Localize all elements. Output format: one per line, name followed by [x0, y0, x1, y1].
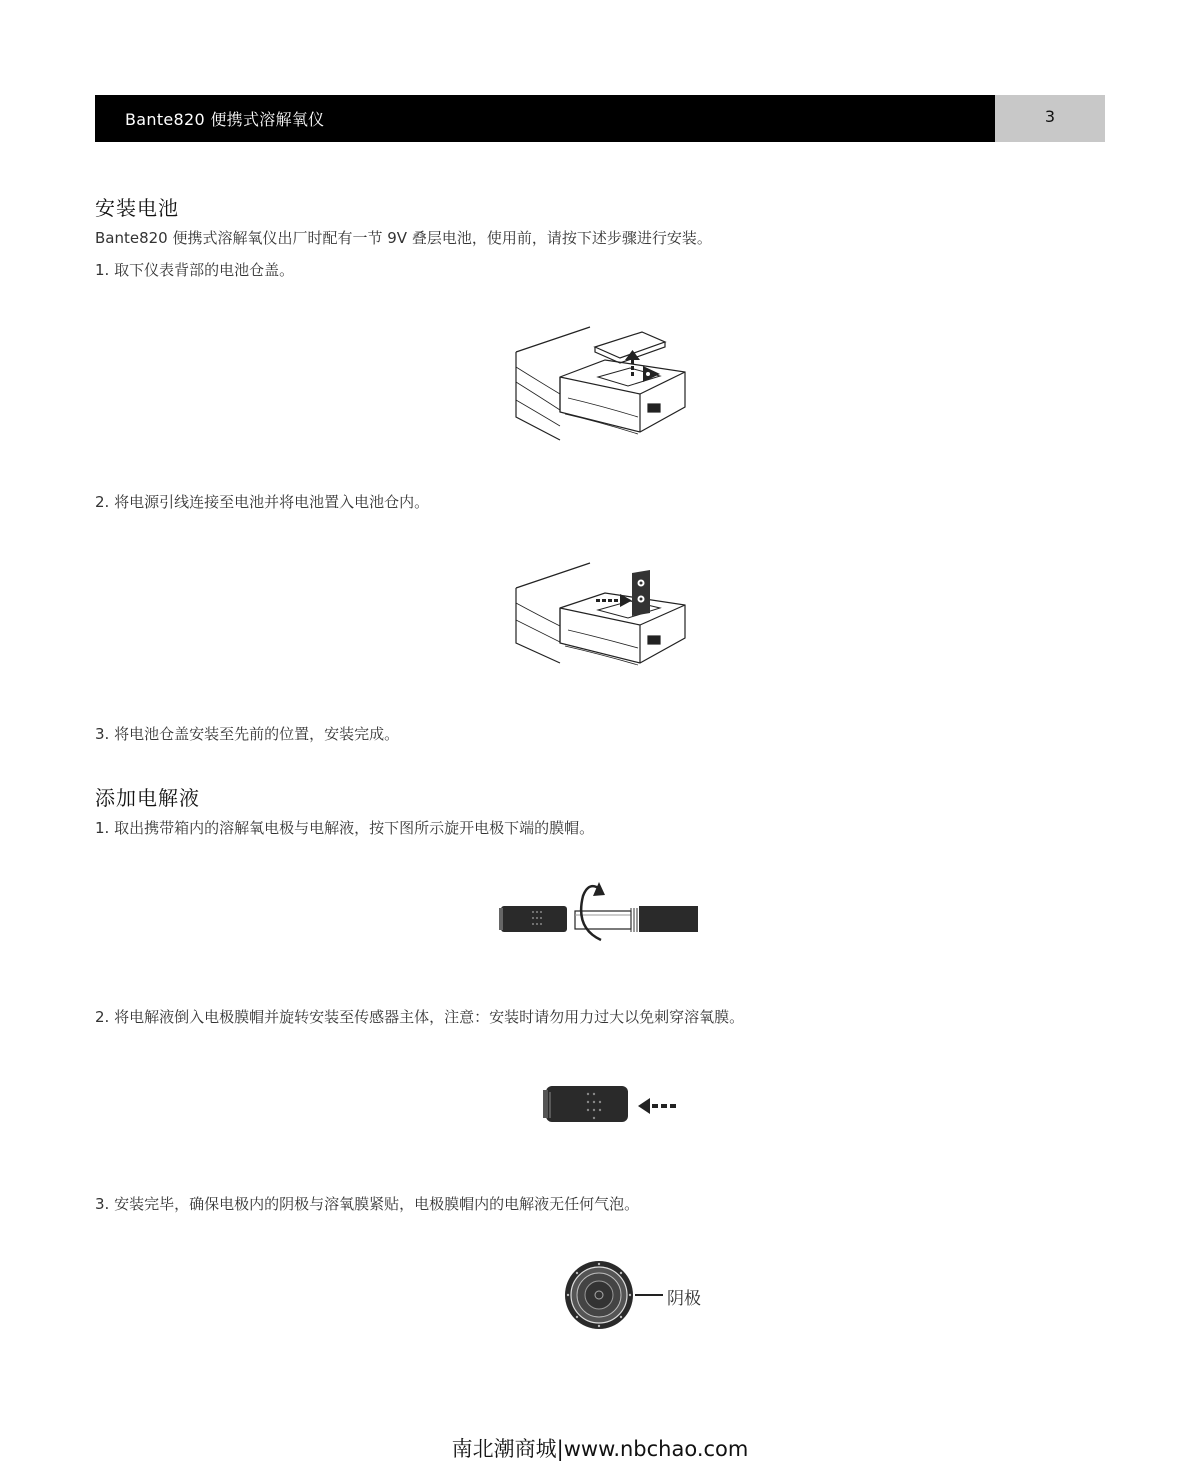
- page-number-box: [995, 95, 1105, 142]
- header-bar: [95, 95, 995, 142]
- battery-step-1: 1. 取下仪表背部的电池仓盖。: [95, 261, 295, 279]
- install-cap-figure: [540, 1080, 685, 1130]
- section-title-electrolyte: 添加电解液: [95, 786, 200, 810]
- cathode-label: 阴极: [667, 1289, 701, 1309]
- unscrew-cap-figure: [497, 878, 702, 946]
- battery-step-2: 2. 将电源引线连接至电池并将电池置入电池仓内。: [95, 493, 430, 511]
- cathode-end-view-figure: [563, 1258, 668, 1334]
- page-number: 3: [1044, 107, 1056, 126]
- electrolyte-step-2: 2. 将电解液倒入电极膜帽并旋转安装至传感器主体，注意：安装时请勿用力过大以免刺穿溶氧膜。: [95, 1008, 745, 1026]
- footer-watermark[interactable]: 南北潮商城|www.nbchao.com: [451, 1437, 749, 1461]
- header-title: Bante820 便携式溶解氧仪: [125, 110, 325, 129]
- section-title-battery: 安装电池: [95, 196, 179, 220]
- battery-insertion-figure: [510, 558, 700, 678]
- electrolyte-step-1: 1. 取出携带箱内的溶解氧电极与电解液，按下图所示旋开电极下端的膜帽。: [95, 819, 595, 837]
- battery-cover-removal-figure: [510, 322, 700, 442]
- battery-step-3: 3. 将电池仓盖安装至先前的位置，安装完成。: [95, 725, 400, 743]
- electrolyte-step-3: 3. 安装完毕，确保电极内的阴极与溶氧膜紧贴，电极膜帽内的电解液无任何气泡。: [95, 1195, 640, 1213]
- battery-intro: Bante820 便携式溶解氧仪出厂时配有一节 9V 叠层电池，使用前，请按下述步骤进行安装。: [95, 229, 712, 247]
